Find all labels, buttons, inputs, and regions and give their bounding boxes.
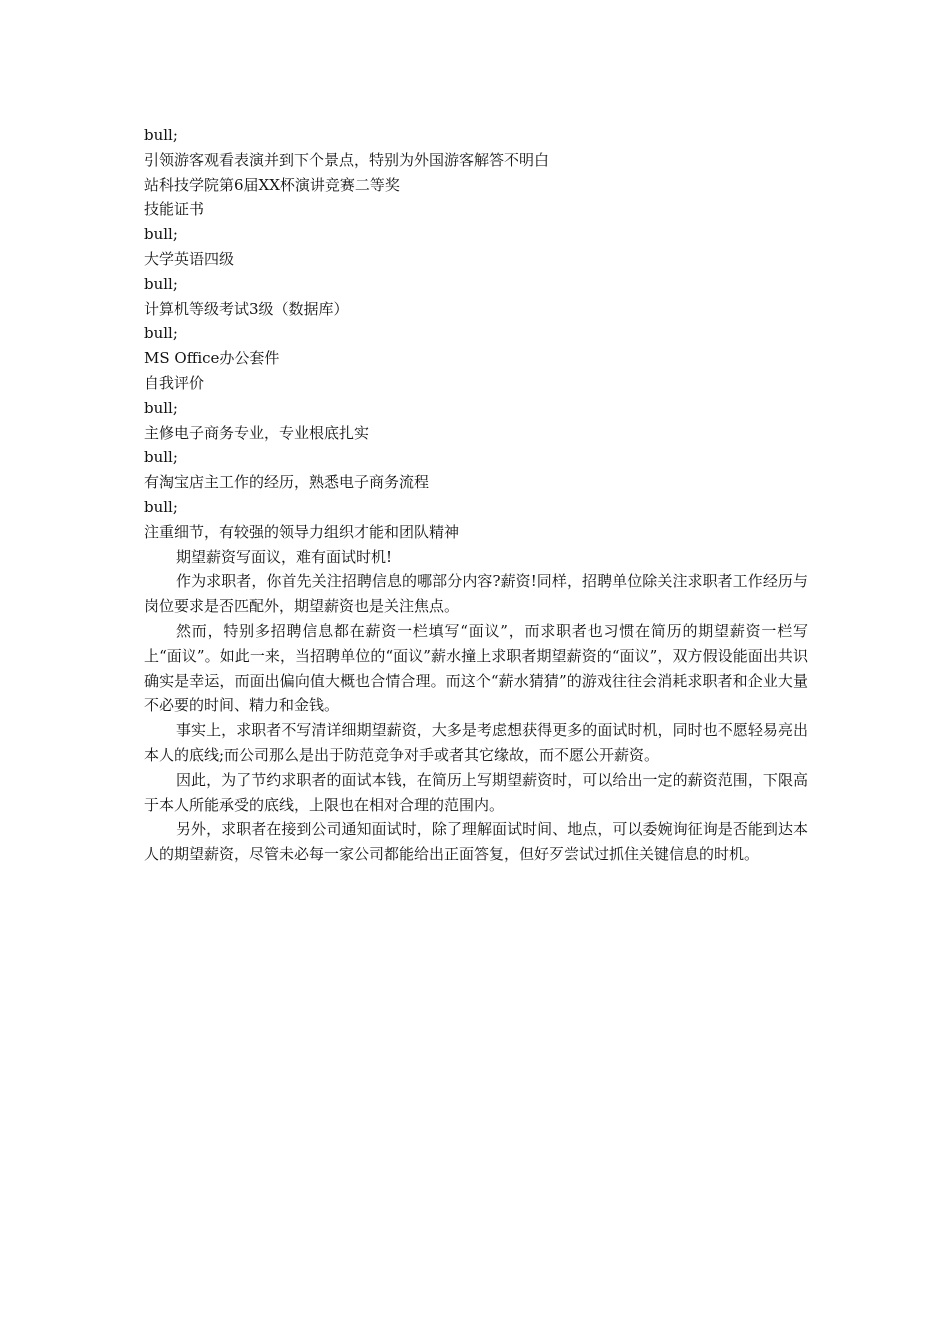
section-heading-skills: 技能证书 — [144, 200, 205, 219]
article-paragraph: 另外，求职者在接到公司通知面试时，除了理解面试时间、地点，可以委婉询征询是否能到达本人的期望薪资，尽管未必每一家公司都能给出正面答复，但好歹尝试过抓住关键信息的时机。 — [144, 820, 808, 864]
bullet-line: bull; — [144, 274, 178, 293]
text-line: 计算机等级考试3级（数据库） — [144, 299, 349, 318]
text-line: MS Office办公套件 — [144, 349, 280, 368]
text-line: 大学英语四级 — [144, 249, 235, 268]
bullet-line: bull; — [144, 448, 178, 467]
article-paragraph: 然而，特别多招聘信息都在薪资一栏填写“面议”，而求职者也习惯在简历的期望薪资一栏写上“面议”。如此一来，当招聘单位的“面议”薪水撞上求职者期望薪资的“面议”，双方假设能面出共识确实是幸运，而面出偏向值大概也合情合理。而这个“薪水猜猜”的游戏往往会消耗求职者和企业大量不必要的时间、精力和金钱。 — [144, 621, 808, 715]
text-line: 站科技学院第6届XX杯演讲竞赛二等奖 — [144, 175, 400, 194]
text-line: 有淘宝店主工作的经历，熟悉电子商务流程 — [144, 473, 430, 492]
text-line: 注重细节，有较强的领导力组织才能和团队精神 — [144, 522, 460, 541]
bullet-line: bull; — [144, 225, 178, 244]
text-line: 引领游客观看表演并到下个景点，特别为外国游客解答不明白 — [144, 150, 550, 169]
article-paragraph: 事实上，求职者不写清详细期望薪资，大多是考虑想获得更多的面试时机，同时也不愿轻易亮出本人的底线;而公司那么是出于防范竞争对手或者其它缘故，而不愿公开薪资。 — [144, 721, 808, 764]
bullet-line: bull; — [144, 126, 178, 144]
section-heading-self-evaluation: 自我评价 — [144, 373, 205, 392]
bullet-line: bull; — [144, 324, 178, 343]
article-paragraph: 因此，为了节约求职者的面试本钱，在简历上写期望薪资时，可以给出一定的薪资范围，下限高于本人所能承受的底线，上限也在相对合理的范围内。 — [144, 770, 808, 814]
text-line: 主修电子商务专业，专业根底扎实 — [144, 423, 370, 442]
bullet-line: bull; — [144, 398, 178, 417]
article-paragraph: 作为求职者，你首先关注招聘信息的哪部分内容?薪资!同样，招聘单位除关注求职者工作经历与岗位要求是否匹配外，期望薪资也是关注焦点。 — [144, 572, 808, 616]
bullet-line: bull; — [144, 497, 178, 516]
document-page — [144, 123, 808, 867]
article-heading: 期望薪资写面议，难有面试时机! — [176, 547, 393, 566]
